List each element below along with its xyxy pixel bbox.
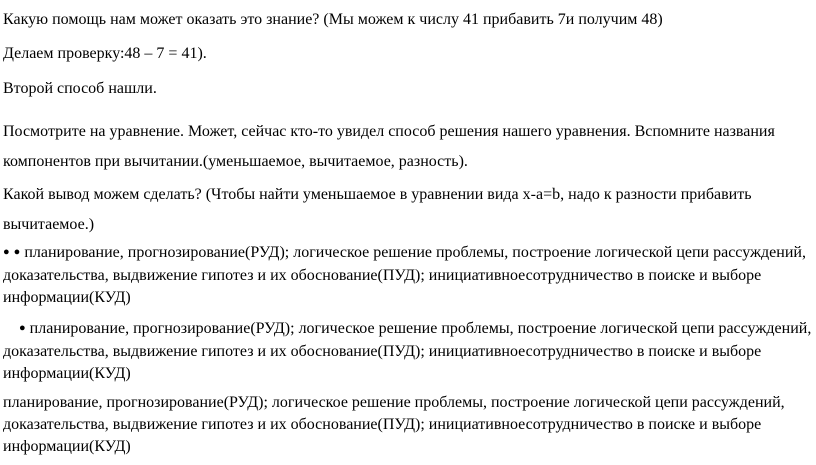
uud-line: доказательства, выдвижение гипотез и их обоснование(ПУД); инициативноесотрудничество в поиске и выборе (3, 267, 762, 284)
paragraph-check: Делаем проверку:48 – 7 = 41). (3, 45, 207, 62)
paragraph-look-equation (3, 117, 811, 177)
uud-block-2 (3, 318, 811, 385)
paragraph-line: вычитаемое.) (3, 216, 95, 233)
uud-block-1 (3, 242, 811, 309)
uud-line: доказательства, выдвижение гипотез и их обоснование(ПУД); инициативноесотрудничество в поиске и выборе (3, 416, 762, 433)
paragraph-question: Какую помощь нам может оказать это знание? (Мы можем к числу 41 прибавить 7и получим 48) (3, 11, 663, 28)
bullet-icon: ● (13, 246, 21, 258)
uud-block-3 (3, 392, 811, 458)
uud-line: планирование, прогнозирование(РУД); логическое решение проблемы, построение логической цепи рассуждений, (24, 244, 806, 261)
bullet-icon: ● (3, 246, 10, 258)
paragraph-line: Посмотрите на уравнение. Может, сейчас кто-то увидел способ решения нашего уравнения. Вспомните названия (3, 123, 775, 140)
uud-line: планирование, прогнозирование(РУД); логическое решение проблемы, построение логической цепи рассуждений, (29, 320, 812, 337)
uud-line: планирование, прогнозирование(РУД); логическое решение проблемы, построение логической цепи рассуждений, (3, 394, 785, 411)
paragraph-conclusion (3, 180, 811, 240)
paragraph-line: компонентов при вычитании.(уменьшаемое, вычитаемое, разность). (3, 153, 468, 170)
uud-line: информации(КУД) (3, 365, 131, 382)
paragraph-second-method: Второй способ нашли. (3, 80, 157, 97)
paragraph-line: Какой вывод можем сделать? (Чтобы найти уменьшаемое в уравнении вида х-а=b, надо к разности прибавить (3, 186, 752, 203)
bullet-icon: ● (19, 322, 26, 334)
uud-line: информации(КУД) (3, 438, 131, 455)
uud-line: доказательства, выдвижение гипотез и их обоснование(ПУД); инициативноесотрудничество в поиске и выборе (3, 343, 762, 360)
uud-line: информации(КУД) (3, 289, 131, 306)
